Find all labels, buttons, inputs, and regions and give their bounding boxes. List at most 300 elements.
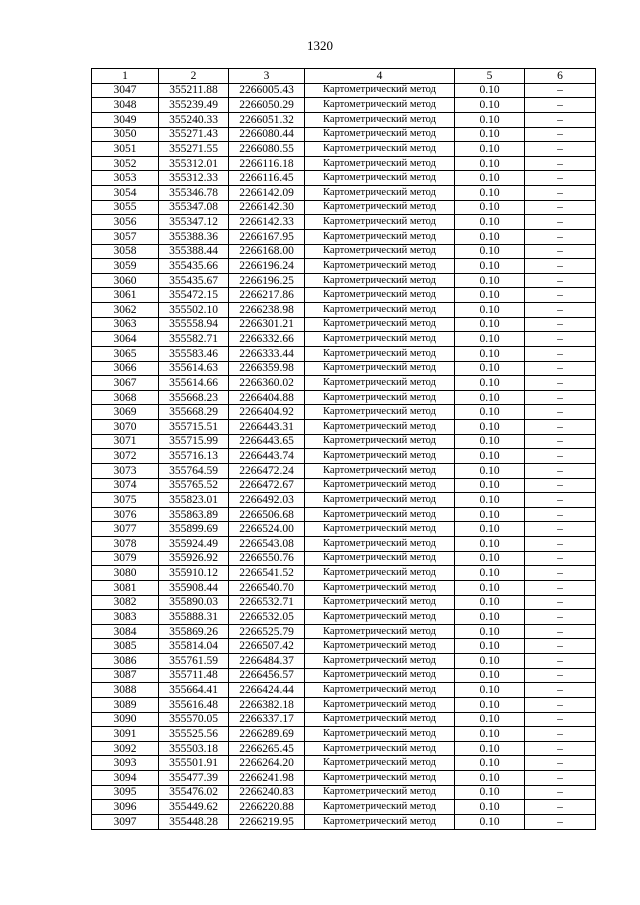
method-cell: Картометрический метод bbox=[305, 405, 455, 420]
note-cell: – bbox=[525, 98, 596, 113]
accuracy-cell: 0.10 bbox=[455, 112, 525, 127]
x-coordinate-cell: 355814.04 bbox=[159, 639, 229, 654]
method-cell: Картометрический метод bbox=[305, 244, 455, 259]
method-cell: Картометрический метод bbox=[305, 537, 455, 552]
y-coordinate-cell: 2266532.71 bbox=[229, 595, 305, 610]
table-row bbox=[92, 478, 596, 493]
x-coordinate-cell: 355668.23 bbox=[159, 390, 229, 405]
x-coordinate-cell: 355668.29 bbox=[159, 405, 229, 420]
x-coordinate-cell: 355582.71 bbox=[159, 332, 229, 347]
accuracy-cell: 0.10 bbox=[455, 215, 525, 230]
table-row bbox=[92, 434, 596, 449]
x-coordinate-cell: 355614.63 bbox=[159, 361, 229, 376]
accuracy-cell: 0.10 bbox=[455, 127, 525, 142]
accuracy-cell: 0.10 bbox=[455, 98, 525, 113]
table-row bbox=[92, 215, 596, 230]
note-cell: – bbox=[525, 595, 596, 610]
accuracy-cell: 0.10 bbox=[455, 727, 525, 742]
note-cell: – bbox=[525, 332, 596, 347]
method-cell: Картометрический метод bbox=[305, 229, 455, 244]
method-cell: Картометрический метод bbox=[305, 361, 455, 376]
method-cell: Картометрический метод bbox=[305, 420, 455, 435]
method-cell: Картометрический метод bbox=[305, 156, 455, 171]
note-cell: – bbox=[525, 551, 596, 566]
y-coordinate-cell: 2266219.95 bbox=[229, 814, 305, 829]
table-row bbox=[92, 346, 596, 361]
table-row bbox=[92, 712, 596, 727]
method-cell: Картометрический метод bbox=[305, 127, 455, 142]
x-coordinate-cell: 355890.03 bbox=[159, 595, 229, 610]
method-cell: Картометрический метод bbox=[305, 771, 455, 786]
y-coordinate-cell: 2266404.92 bbox=[229, 405, 305, 420]
table-header-row bbox=[92, 69, 596, 84]
point-number-cell: 3059 bbox=[92, 259, 159, 274]
table-row bbox=[92, 420, 596, 435]
point-number-cell: 3069 bbox=[92, 405, 159, 420]
point-number-cell: 3048 bbox=[92, 98, 159, 113]
accuracy-cell: 0.10 bbox=[455, 434, 525, 449]
x-coordinate-cell: 355715.99 bbox=[159, 434, 229, 449]
method-cell: Картометрический метод bbox=[305, 376, 455, 391]
x-coordinate-cell: 355312.33 bbox=[159, 171, 229, 186]
table-row bbox=[92, 537, 596, 552]
column-header-3: 3 bbox=[229, 69, 305, 84]
y-coordinate-cell: 2266167.95 bbox=[229, 229, 305, 244]
note-cell: – bbox=[525, 697, 596, 712]
y-coordinate-cell: 2266265.45 bbox=[229, 741, 305, 756]
accuracy-cell: 0.10 bbox=[455, 449, 525, 464]
y-coordinate-cell: 2266443.74 bbox=[229, 449, 305, 464]
method-cell: Картометрический метод bbox=[305, 142, 455, 157]
table-row bbox=[92, 142, 596, 157]
accuracy-cell: 0.10 bbox=[455, 566, 525, 581]
point-number-cell: 3071 bbox=[92, 434, 159, 449]
x-coordinate-cell: 355616.48 bbox=[159, 697, 229, 712]
point-number-cell: 3060 bbox=[92, 273, 159, 288]
method-cell: Картометрический метод bbox=[305, 478, 455, 493]
x-coordinate-cell: 355863.89 bbox=[159, 507, 229, 522]
x-coordinate-cell: 355312.01 bbox=[159, 156, 229, 171]
note-cell: – bbox=[525, 814, 596, 829]
point-number-cell: 3061 bbox=[92, 288, 159, 303]
note-cell: – bbox=[525, 639, 596, 654]
table-row bbox=[92, 756, 596, 771]
accuracy-cell: 0.10 bbox=[455, 273, 525, 288]
column-header-5: 5 bbox=[455, 69, 525, 84]
note-cell: – bbox=[525, 800, 596, 815]
point-number-cell: 3086 bbox=[92, 654, 159, 669]
y-coordinate-cell: 2266080.55 bbox=[229, 142, 305, 157]
note-cell: – bbox=[525, 317, 596, 332]
table-row bbox=[92, 507, 596, 522]
column-header-2: 2 bbox=[159, 69, 229, 84]
note-cell: – bbox=[525, 215, 596, 230]
table-row bbox=[92, 580, 596, 595]
method-cell: Картометрический метод bbox=[305, 566, 455, 581]
point-number-cell: 3088 bbox=[92, 683, 159, 698]
y-coordinate-cell: 2266196.24 bbox=[229, 259, 305, 274]
x-coordinate-cell: 355869.26 bbox=[159, 624, 229, 639]
method-cell: Картометрический метод bbox=[305, 654, 455, 669]
note-cell: – bbox=[525, 771, 596, 786]
y-coordinate-cell: 2266168.00 bbox=[229, 244, 305, 259]
y-coordinate-cell: 2266337.17 bbox=[229, 712, 305, 727]
point-number-cell: 3096 bbox=[92, 800, 159, 815]
accuracy-cell: 0.10 bbox=[455, 420, 525, 435]
y-coordinate-cell: 2266080.44 bbox=[229, 127, 305, 142]
x-coordinate-cell: 355823.01 bbox=[159, 493, 229, 508]
point-number-cell: 3067 bbox=[92, 376, 159, 391]
y-coordinate-cell: 2266506.68 bbox=[229, 507, 305, 522]
point-number-cell: 3074 bbox=[92, 478, 159, 493]
x-coordinate-cell: 355448.28 bbox=[159, 814, 229, 829]
point-number-cell: 3051 bbox=[92, 142, 159, 157]
note-cell: – bbox=[525, 566, 596, 581]
point-number-cell: 3054 bbox=[92, 186, 159, 201]
table-row bbox=[92, 288, 596, 303]
y-coordinate-cell: 2266301.21 bbox=[229, 317, 305, 332]
method-cell: Картометрический метод bbox=[305, 346, 455, 361]
point-number-cell: 3072 bbox=[92, 449, 159, 464]
note-cell: – bbox=[525, 434, 596, 449]
accuracy-cell: 0.10 bbox=[455, 142, 525, 157]
x-coordinate-cell: 355472.15 bbox=[159, 288, 229, 303]
x-coordinate-cell: 355388.36 bbox=[159, 229, 229, 244]
method-cell: Картометрический метод bbox=[305, 639, 455, 654]
method-cell: Картометрический метод bbox=[305, 288, 455, 303]
x-coordinate-cell: 355910.12 bbox=[159, 566, 229, 581]
method-cell: Картометрический метод bbox=[305, 507, 455, 522]
accuracy-cell: 0.10 bbox=[455, 741, 525, 756]
table-row bbox=[92, 668, 596, 683]
accuracy-cell: 0.10 bbox=[455, 639, 525, 654]
accuracy-cell: 0.10 bbox=[455, 756, 525, 771]
point-number-cell: 3070 bbox=[92, 420, 159, 435]
table-row bbox=[92, 273, 596, 288]
x-coordinate-cell: 355449.62 bbox=[159, 800, 229, 815]
accuracy-cell: 0.10 bbox=[455, 332, 525, 347]
x-coordinate-cell: 355211.88 bbox=[159, 83, 229, 98]
table-row bbox=[92, 405, 596, 420]
point-number-cell: 3080 bbox=[92, 566, 159, 581]
note-cell: – bbox=[525, 580, 596, 595]
table-row bbox=[92, 800, 596, 815]
point-number-cell: 3097 bbox=[92, 814, 159, 829]
note-cell: – bbox=[525, 127, 596, 142]
y-coordinate-cell: 2266382.18 bbox=[229, 697, 305, 712]
method-cell: Картометрический метод bbox=[305, 756, 455, 771]
x-coordinate-cell: 355908.44 bbox=[159, 580, 229, 595]
y-coordinate-cell: 2266472.67 bbox=[229, 478, 305, 493]
y-coordinate-cell: 2266484.37 bbox=[229, 654, 305, 669]
note-cell: – bbox=[525, 493, 596, 508]
x-coordinate-cell: 355271.43 bbox=[159, 127, 229, 142]
table-row bbox=[92, 332, 596, 347]
method-cell: Картометрический метод bbox=[305, 624, 455, 639]
table-row bbox=[92, 595, 596, 610]
y-coordinate-cell: 2266116.18 bbox=[229, 156, 305, 171]
accuracy-cell: 0.10 bbox=[455, 654, 525, 669]
accuracy-cell: 0.10 bbox=[455, 814, 525, 829]
table-row bbox=[92, 551, 596, 566]
method-cell: Картометрический метод bbox=[305, 668, 455, 683]
point-number-cell: 3082 bbox=[92, 595, 159, 610]
method-cell: Картометрический метод bbox=[305, 785, 455, 800]
method-cell: Картометрический метод bbox=[305, 186, 455, 201]
note-cell: – bbox=[525, 346, 596, 361]
note-cell: – bbox=[525, 610, 596, 625]
table-row bbox=[92, 390, 596, 405]
point-number-cell: 3056 bbox=[92, 215, 159, 230]
y-coordinate-cell: 2266116.45 bbox=[229, 171, 305, 186]
table-row bbox=[92, 171, 596, 186]
accuracy-cell: 0.10 bbox=[455, 712, 525, 727]
point-number-cell: 3089 bbox=[92, 697, 159, 712]
note-cell: – bbox=[525, 361, 596, 376]
method-cell: Картометрический метод bbox=[305, 449, 455, 464]
accuracy-cell: 0.10 bbox=[455, 405, 525, 420]
note-cell: – bbox=[525, 478, 596, 493]
y-coordinate-cell: 2266142.09 bbox=[229, 186, 305, 201]
table-row bbox=[92, 463, 596, 478]
note-cell: – bbox=[525, 463, 596, 478]
x-coordinate-cell: 355502.10 bbox=[159, 303, 229, 318]
y-coordinate-cell: 2266264.20 bbox=[229, 756, 305, 771]
y-coordinate-cell: 2266142.33 bbox=[229, 215, 305, 230]
x-coordinate-cell: 355347.08 bbox=[159, 200, 229, 215]
y-coordinate-cell: 2266525.79 bbox=[229, 624, 305, 639]
point-number-cell: 3073 bbox=[92, 463, 159, 478]
table-row bbox=[92, 317, 596, 332]
note-cell: – bbox=[525, 303, 596, 318]
point-number-cell: 3091 bbox=[92, 727, 159, 742]
table-row bbox=[92, 727, 596, 742]
y-coordinate-cell: 2266217.86 bbox=[229, 288, 305, 303]
table-row bbox=[92, 741, 596, 756]
accuracy-cell: 0.10 bbox=[455, 478, 525, 493]
accuracy-cell: 0.10 bbox=[455, 171, 525, 186]
y-coordinate-cell: 2266196.25 bbox=[229, 273, 305, 288]
accuracy-cell: 0.10 bbox=[455, 551, 525, 566]
accuracy-cell: 0.10 bbox=[455, 610, 525, 625]
method-cell: Картометрический метод bbox=[305, 727, 455, 742]
point-number-cell: 3090 bbox=[92, 712, 159, 727]
page-number: 1320 bbox=[307, 38, 333, 53]
accuracy-cell: 0.10 bbox=[455, 771, 525, 786]
table-row bbox=[92, 449, 596, 464]
method-cell: Картометрический метод bbox=[305, 303, 455, 318]
point-number-cell: 3057 bbox=[92, 229, 159, 244]
y-coordinate-cell: 2266540.70 bbox=[229, 580, 305, 595]
column-header-1: 1 bbox=[92, 69, 159, 84]
table-row bbox=[92, 771, 596, 786]
method-cell: Картометрический метод bbox=[305, 595, 455, 610]
accuracy-cell: 0.10 bbox=[455, 200, 525, 215]
table-row bbox=[92, 683, 596, 698]
accuracy-cell: 0.10 bbox=[455, 244, 525, 259]
accuracy-cell: 0.10 bbox=[455, 697, 525, 712]
y-coordinate-cell: 2266456.57 bbox=[229, 668, 305, 683]
note-cell: – bbox=[525, 244, 596, 259]
x-coordinate-cell: 355240.33 bbox=[159, 112, 229, 127]
accuracy-cell: 0.10 bbox=[455, 595, 525, 610]
note-cell: – bbox=[525, 420, 596, 435]
note-cell: – bbox=[525, 522, 596, 537]
point-number-cell: 3058 bbox=[92, 244, 159, 259]
y-coordinate-cell: 2266332.66 bbox=[229, 332, 305, 347]
note-cell: – bbox=[525, 171, 596, 186]
y-coordinate-cell: 2266240.83 bbox=[229, 785, 305, 800]
note-cell: – bbox=[525, 683, 596, 698]
table-row bbox=[92, 624, 596, 639]
table-row bbox=[92, 566, 596, 581]
method-cell: Картометрический метод bbox=[305, 493, 455, 508]
x-coordinate-cell: 355583.46 bbox=[159, 346, 229, 361]
y-coordinate-cell: 2266550.76 bbox=[229, 551, 305, 566]
column-header-6: 6 bbox=[525, 69, 596, 84]
y-coordinate-cell: 2266360.02 bbox=[229, 376, 305, 391]
x-coordinate-cell: 355664.41 bbox=[159, 683, 229, 698]
accuracy-cell: 0.10 bbox=[455, 493, 525, 508]
table-row bbox=[92, 493, 596, 508]
accuracy-cell: 0.10 bbox=[455, 800, 525, 815]
point-number-cell: 3083 bbox=[92, 610, 159, 625]
table-row bbox=[92, 639, 596, 654]
x-coordinate-cell: 355716.13 bbox=[159, 449, 229, 464]
accuracy-cell: 0.10 bbox=[455, 361, 525, 376]
table-row bbox=[92, 127, 596, 142]
note-cell: – bbox=[525, 654, 596, 669]
point-number-cell: 3063 bbox=[92, 317, 159, 332]
y-coordinate-cell: 2266541.52 bbox=[229, 566, 305, 581]
method-cell: Картометрический метод bbox=[305, 434, 455, 449]
note-cell: – bbox=[525, 229, 596, 244]
accuracy-cell: 0.10 bbox=[455, 186, 525, 201]
method-cell: Картометрический метод bbox=[305, 332, 455, 347]
y-coordinate-cell: 2266050.29 bbox=[229, 98, 305, 113]
x-coordinate-cell: 355271.55 bbox=[159, 142, 229, 157]
x-coordinate-cell: 355614.66 bbox=[159, 376, 229, 391]
point-number-cell: 3087 bbox=[92, 668, 159, 683]
y-coordinate-cell: 2266507.42 bbox=[229, 639, 305, 654]
accuracy-cell: 0.10 bbox=[455, 156, 525, 171]
method-cell: Картометрический метод bbox=[305, 580, 455, 595]
note-cell: – bbox=[525, 537, 596, 552]
table-row bbox=[92, 259, 596, 274]
accuracy-cell: 0.10 bbox=[455, 683, 525, 698]
accuracy-cell: 0.10 bbox=[455, 668, 525, 683]
y-coordinate-cell: 2266220.88 bbox=[229, 800, 305, 815]
x-coordinate-cell: 355570.05 bbox=[159, 712, 229, 727]
accuracy-cell: 0.10 bbox=[455, 288, 525, 303]
point-number-cell: 3075 bbox=[92, 493, 159, 508]
note-cell: – bbox=[525, 449, 596, 464]
method-cell: Картометрический метод bbox=[305, 814, 455, 829]
y-coordinate-cell: 2266524.00 bbox=[229, 522, 305, 537]
note-cell: – bbox=[525, 712, 596, 727]
y-coordinate-cell: 2266241.98 bbox=[229, 771, 305, 786]
note-cell: – bbox=[525, 288, 596, 303]
coordinates-table bbox=[91, 68, 596, 830]
note-cell: – bbox=[525, 785, 596, 800]
table-row bbox=[92, 244, 596, 259]
accuracy-cell: 0.10 bbox=[455, 317, 525, 332]
note-cell: – bbox=[525, 507, 596, 522]
table-row bbox=[92, 522, 596, 537]
x-coordinate-cell: 355899.69 bbox=[159, 522, 229, 537]
note-cell: – bbox=[525, 756, 596, 771]
point-number-cell: 3093 bbox=[92, 756, 159, 771]
note-cell: – bbox=[525, 741, 596, 756]
point-number-cell: 3078 bbox=[92, 537, 159, 552]
x-coordinate-cell: 355558.94 bbox=[159, 317, 229, 332]
method-cell: Картометрический метод bbox=[305, 522, 455, 537]
x-coordinate-cell: 355765.52 bbox=[159, 478, 229, 493]
note-cell: – bbox=[525, 200, 596, 215]
method-cell: Картометрический метод bbox=[305, 551, 455, 566]
accuracy-cell: 0.10 bbox=[455, 463, 525, 478]
note-cell: – bbox=[525, 390, 596, 405]
point-number-cell: 3085 bbox=[92, 639, 159, 654]
point-number-cell: 3053 bbox=[92, 171, 159, 186]
table-row bbox=[92, 303, 596, 318]
point-number-cell: 3094 bbox=[92, 771, 159, 786]
point-number-cell: 3050 bbox=[92, 127, 159, 142]
note-cell: – bbox=[525, 156, 596, 171]
table-row bbox=[92, 361, 596, 376]
y-coordinate-cell: 2266532.05 bbox=[229, 610, 305, 625]
point-number-cell: 3095 bbox=[92, 785, 159, 800]
point-number-cell: 3076 bbox=[92, 507, 159, 522]
y-coordinate-cell: 2266424.44 bbox=[229, 683, 305, 698]
y-coordinate-cell: 2266051.32 bbox=[229, 112, 305, 127]
table-row bbox=[92, 200, 596, 215]
note-cell: – bbox=[525, 273, 596, 288]
accuracy-cell: 0.10 bbox=[455, 83, 525, 98]
method-cell: Картометрический метод bbox=[305, 215, 455, 230]
point-number-cell: 3077 bbox=[92, 522, 159, 537]
method-cell: Картометрический метод bbox=[305, 610, 455, 625]
y-coordinate-cell: 2266359.98 bbox=[229, 361, 305, 376]
method-cell: Картометрический метод bbox=[305, 712, 455, 727]
y-coordinate-cell: 2266289.69 bbox=[229, 727, 305, 742]
x-coordinate-cell: 355347.12 bbox=[159, 215, 229, 230]
method-cell: Картометрический метод bbox=[305, 683, 455, 698]
table-row bbox=[92, 697, 596, 712]
y-coordinate-cell: 2266333.44 bbox=[229, 346, 305, 361]
y-coordinate-cell: 2266443.31 bbox=[229, 420, 305, 435]
point-number-cell: 3055 bbox=[92, 200, 159, 215]
table-row bbox=[92, 229, 596, 244]
table-body bbox=[92, 83, 596, 829]
method-cell: Картометрический метод bbox=[305, 317, 455, 332]
note-cell: – bbox=[525, 668, 596, 683]
point-number-cell: 3068 bbox=[92, 390, 159, 405]
accuracy-cell: 0.10 bbox=[455, 537, 525, 552]
x-coordinate-cell: 355503.18 bbox=[159, 741, 229, 756]
note-cell: – bbox=[525, 624, 596, 639]
table-row bbox=[92, 610, 596, 625]
method-cell: Картометрический метод bbox=[305, 390, 455, 405]
table-row bbox=[92, 83, 596, 98]
y-coordinate-cell: 2266142.30 bbox=[229, 200, 305, 215]
accuracy-cell: 0.10 bbox=[455, 580, 525, 595]
table-row bbox=[92, 112, 596, 127]
x-coordinate-cell: 355711.48 bbox=[159, 668, 229, 683]
accuracy-cell: 0.10 bbox=[455, 522, 525, 537]
accuracy-cell: 0.10 bbox=[455, 390, 525, 405]
x-coordinate-cell: 355501.91 bbox=[159, 756, 229, 771]
